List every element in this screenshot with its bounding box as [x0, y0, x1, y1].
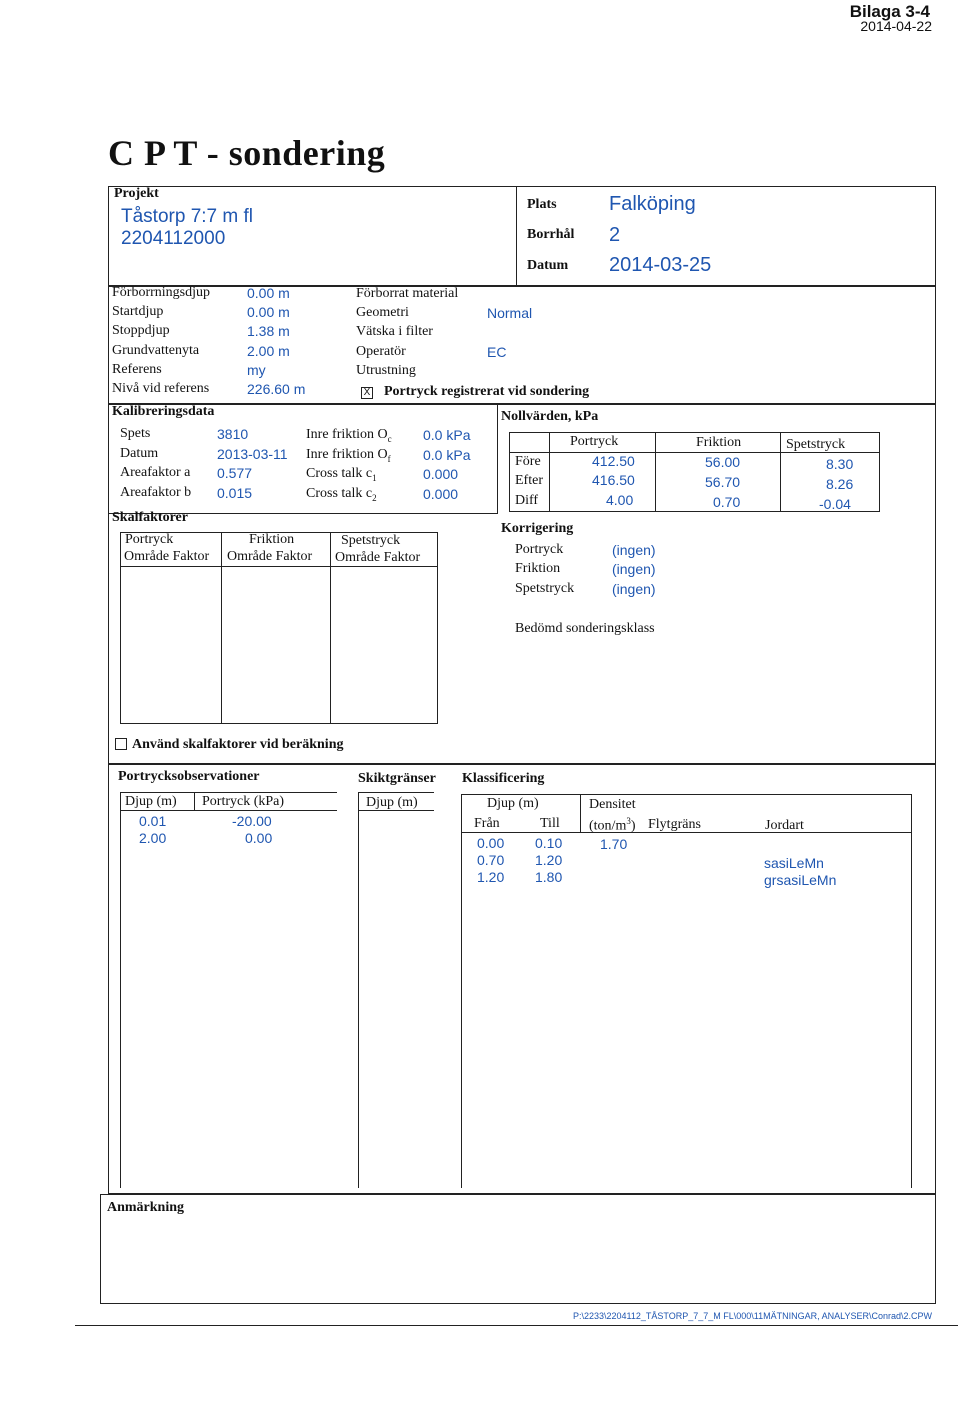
kalibrering-title: Kalibreringsdata	[112, 404, 215, 419]
utrustning-label: Utrustning	[356, 363, 416, 378]
korr-friktion-label: Friktion	[515, 561, 561, 576]
vatska-label: Vätska i filter	[356, 324, 433, 339]
skal-col-portryck: Portryck	[125, 532, 174, 547]
nollvarden-title: Nollvärden, kPa	[501, 409, 599, 424]
skiktgranser-title: Skiktgränser	[358, 771, 436, 786]
geometri-label: Geometri	[356, 305, 409, 320]
klass-col-djup: Djup (m)	[487, 796, 539, 811]
klass-col-flytgrans: Flytgräns	[648, 817, 701, 832]
grundvattenyta-label: Grundvattenyta	[112, 343, 200, 358]
skal-col-friktion-sub: Område Faktor	[227, 549, 313, 564]
klass-fran: 0.00	[477, 835, 505, 851]
grundvattenyta-value: 2.00 m	[247, 343, 290, 359]
klass-till: 0.10	[535, 835, 563, 851]
nollvarden-cell: 56.70	[705, 474, 741, 490]
korrigering-title: Korrigering	[501, 521, 574, 536]
portrycksobs-table	[120, 792, 337, 1188]
forborrat-label: Förborrat material	[356, 286, 459, 301]
portrycksobs-col-djup: Djup (m)	[125, 794, 177, 809]
operator-value: EC	[487, 344, 507, 360]
klass-col-jordart: Jordart	[765, 818, 804, 833]
korr-spetstryck-label: Spetstryck	[515, 581, 575, 596]
referens-label: Referens	[112, 362, 162, 377]
stoppdjup-value: 1.38 m	[247, 323, 290, 339]
skiktgranser-col-djup: Djup (m)	[366, 795, 418, 810]
page-title: C P T - sondering	[108, 133, 386, 173]
borrhal-value: 2	[609, 224, 621, 246]
nollvarden-cell: 8.26	[826, 476, 854, 492]
startdjup-label: Startdjup	[112, 304, 164, 319]
korr-spetstryck-value: (ingen)	[612, 581, 656, 597]
areafaktor-a-value: 0.577	[217, 465, 253, 481]
plats-value: Falköping	[609, 193, 696, 215]
klass-till: 1.80	[535, 869, 563, 885]
referens-value: my	[247, 362, 266, 378]
areafaktor-b-value: 0.015	[217, 485, 253, 501]
nollvarden-cell: -0.04	[819, 496, 851, 512]
forborrningsdjup-value: 0.00 m	[247, 285, 290, 301]
skal-col-friktion: Friktion	[249, 532, 295, 547]
areafaktor-b-label: Areafaktor b	[120, 485, 192, 500]
nollvarden-row-label: Före	[515, 454, 541, 469]
use-skalfaktorer-label: Använd skalfaktorer vid beräkning	[132, 737, 344, 752]
cross-talk-1-value: 0.000	[423, 466, 459, 482]
nollvarden-cell: 4.00	[606, 492, 634, 508]
skal-col-spetstryck: Spetstryck	[341, 533, 401, 548]
niva-value: 226.60 m	[247, 381, 306, 397]
use-skalfaktorer-checkbox[interactable]	[115, 738, 127, 750]
operator-label: Operatör	[356, 344, 406, 359]
klass-densitet: 1.70	[600, 836, 628, 852]
klass-jordart: sasiLeMn	[764, 855, 824, 871]
plats-label: Plats	[527, 197, 557, 212]
portrycksobs-title: Portrycksobservationer	[118, 769, 260, 784]
inre-oc-label: Inre friktion $O_c$	[306, 427, 392, 444]
anmarkning-label: Anmärkning	[107, 1200, 185, 1215]
cross-talk-2-value: 0.000	[423, 486, 459, 502]
project-label: Projekt	[114, 186, 159, 201]
datum-value: 2014-03-25	[609, 254, 712, 276]
klass-col-till: Till	[540, 816, 560, 831]
report-date: 2014-04-22	[860, 18, 932, 34]
portryck-registrerat-label: Portryck registrerat vid sondering	[384, 384, 590, 399]
klass-fran: 0.70	[477, 852, 505, 868]
klass-col-densitet-unit: $(ton/m^3)$	[589, 816, 636, 834]
stoppdjup-label: Stoppdjup	[112, 323, 170, 338]
klass-jordart: grsasiLeMn	[764, 872, 837, 888]
nollvarden-cell: 56.00	[705, 454, 741, 470]
nollvarden-cell: 416.50	[592, 472, 635, 488]
project-name: Tåstorp 7:7 m fl	[121, 206, 253, 227]
skal-col-spetstryck-sub: Område Faktor	[335, 550, 421, 565]
inre-of-label: Inre friktion $O_f$	[306, 447, 391, 464]
portrycksobs-djup: 2.00	[139, 830, 167, 846]
kal-datum-value: 2013-03-11	[217, 446, 288, 462]
forborrningsdjup-label: Förborrningsdjup	[112, 285, 210, 300]
korr-friktion-value: (ingen)	[612, 561, 656, 577]
anmarkning-box	[100, 1194, 936, 1304]
nollvarden-cell: 8.30	[826, 456, 854, 472]
portrycksobs-djup: 0.01	[139, 813, 167, 829]
spets-label: Spets	[120, 426, 151, 441]
nollvarden-col-portryck: Portryck	[570, 434, 619, 449]
portrycksobs-portryck: 0.00	[245, 830, 273, 846]
inre-oc-value: 0.0 kPa	[423, 427, 471, 443]
file-path: P:\2233\2204112_TÅSTORP_7_7_M FL\000\11MÄTNINGAR, ANALYSER\Conrad\2.CPW	[572, 1311, 932, 1321]
korr-portryck-value: (ingen)	[612, 542, 656, 558]
inre-of-value: 0.0 kPa	[423, 447, 471, 463]
niva-label: Nivå vid referens	[112, 381, 210, 396]
skalfaktorer-title: Skalfaktorer	[112, 510, 188, 525]
bilaga-label: Bilaga 3-4	[849, 2, 930, 21]
klass-col-fran: Från	[474, 816, 500, 831]
korr-portryck-label: Portryck	[515, 542, 564, 557]
areafaktor-a-label: Areafaktor a	[120, 465, 191, 480]
nollvarden-row-label: Efter	[515, 473, 543, 488]
nollvarden-cell: 412.50	[592, 453, 635, 469]
portrycksobs-col-portryck: Portryck (kPa)	[202, 794, 285, 809]
nollvarden-row-label: Diff	[515, 493, 539, 508]
cross-talk-2-label: Cross talk $c_2$	[306, 486, 377, 503]
skal-col-portryck-sub: Område Faktor	[124, 549, 210, 564]
portrycksobs-portryck: -20.00	[232, 813, 272, 829]
bedomd-label: Bedömd sonderingsklass	[515, 621, 655, 636]
klass-col-densitet: Densitet	[589, 797, 636, 812]
klassificering-table	[461, 794, 912, 1188]
geometri-value: Normal	[487, 305, 533, 321]
skiktgranser-table	[358, 792, 434, 1188]
project-number: 2204112000	[121, 228, 226, 249]
kal-datum-label: Datum	[120, 446, 159, 461]
klass-till: 1.20	[535, 852, 563, 868]
portryck-checkbox[interactable]: X	[361, 387, 373, 399]
spets-value: 3810	[217, 426, 249, 442]
nollvarden-col-spetstryck: Spetstryck	[786, 437, 846, 452]
borrhal-label: Borrhål	[527, 227, 575, 242]
datum-label: Datum	[527, 258, 569, 273]
project-box	[108, 186, 936, 286]
startdjup-value: 0.00 m	[247, 304, 290, 320]
cross-talk-1-label: Cross talk $c_1$	[306, 466, 377, 483]
nollvarden-col-friktion: Friktion	[696, 435, 742, 450]
klass-fran: 1.20	[477, 869, 505, 885]
klassificering-title: Klassificering	[462, 771, 545, 786]
nollvarden-cell: 0.70	[713, 494, 741, 510]
